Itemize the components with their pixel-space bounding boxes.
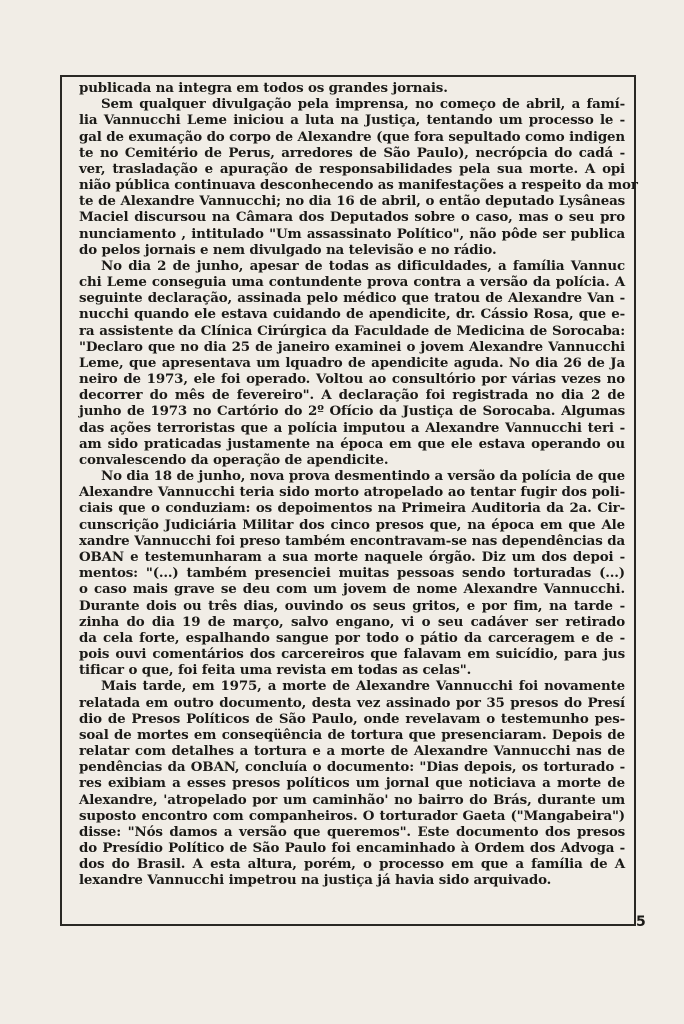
text-line: xandre Vannucchi foi preso também encontravam-se nas dependências da	[79, 532, 625, 549]
text-line: mentos: "(...) também presenciei muitas pessoas sendo torturadas (...)	[79, 565, 625, 582]
text-line: OBAN e testemunharam a sua morte naquele órgão. Diz um dos depoi -	[79, 548, 625, 565]
text-line: gal de exumação do corpo de Alexandre (que fora sepultado como indigen	[79, 128, 625, 145]
text-line: decorrer do mês de fevereiro". A declaração foi registrada no dia 2 de	[79, 387, 625, 404]
text-line: lia Vannucchi Leme iniciou a luta na Justiça, tentando um processo le -	[79, 112, 625, 129]
text-line: convalescendo da operação de apendicite.	[79, 451, 389, 468]
text-line: te no Cemitério de Perus, arredores de São Paulo), necrópcia do cadá -	[79, 144, 625, 161]
text-line: junho de 1973 no Cartório do 2º Ofício da Justiça de Sorocaba. Algumas	[79, 403, 625, 420]
text-line: pendências da OBAN, concluía o documento: "Dias depois, os torturado -	[79, 759, 625, 776]
text-line: do Presídio Político de São Paulo foi encaminhado à Ordem dos Advoga -	[79, 840, 625, 857]
text-line: Sem qualquer divulgação pela imprensa, no começo de abril, a famí-	[101, 96, 625, 113]
text-line: publicada na integra em todos os grandes jornais.	[79, 80, 448, 96]
text-line: relatada em outro documento, desta vez assinado por 35 presos do Presí	[79, 694, 625, 711]
text-line: dio de Presos Políticos de São Paulo, onde revelavam o testemunho pes-	[79, 710, 625, 727]
text-line: soal de mortes em conseqüência de tortura que presenciaram. Depois de	[79, 726, 625, 743]
text-line: neiro de 1973, ele foi operado. Voltou ao consultório por várias vezes no	[79, 371, 625, 388]
text-line: No dia 18 de junho, nova prova desmentindo a versão da polícia de que	[101, 468, 625, 485]
text-line: Durante dois ou três dias, ouvindo os seus gritos, e por fim, na tarde -	[79, 597, 625, 614]
text-line: dos do Brasil. A esta altura, porém, o processo em que a família de A	[79, 856, 625, 873]
text-line: o caso mais grave se deu com um jovem de nome Alexandre Vannucchi.	[79, 581, 625, 598]
text-line: lexandre Vannucchi impetrou na justiça já havia sido arquivado.	[79, 872, 552, 889]
text-line: da cela forte, espalhando sangue por todo o pátio da carceragem e de -	[79, 629, 625, 646]
text-line: ver, trasladação e apuração de responsabilidades pela sua morte. A opi	[79, 160, 625, 177]
text-line: te de Alexandre Vannucchi; no dia 16 de abril, o então deputado Lysâneas	[79, 193, 625, 210]
text-line: res exibiam a esses presos políticos um jornal que noticiava a morte de	[79, 775, 625, 792]
text-line: nucchi quando ele estava cuidando de apendicite, dr. Cássio Rosa, que e-	[79, 306, 625, 323]
text-line: ra assistente da Clínica Cirúrgica da Faculdade de Medicina de Sorocaba:	[79, 322, 625, 339]
text-line: "Declaro que no dia 25 de janeiro examinei o jovem Alexandre Vannucchi	[79, 338, 625, 355]
text-line: Maciel discursou na Câmara dos Deputados sobre o caso, mas o seu pro	[79, 209, 625, 226]
text-line: das ações terroristas que a polícia imputou a Alexandre Vannucchi teri -	[79, 419, 625, 436]
text-line: zinha do dia 19 de março, salvo engano, vi o seu cadáver ser retirado	[79, 613, 625, 630]
text-line: do pelos jornais e nem divulgado na televisão e no rádio.	[79, 241, 497, 258]
text-line: seguinte declaração, assinada pelo médico que tratou de Alexandre Van -	[79, 290, 625, 307]
text-line: Alexandre, 'atropelado por um caminhão' no bairro do Brás, durante um	[79, 791, 625, 808]
text-line: nunciamento , intitulado "Um assassinato Político", não pôde ser publica	[79, 225, 625, 242]
text-line: relatar com detalhes a tortura e a morte de Alexandre Vannucchi nas de	[79, 743, 625, 760]
text-line: ciais que o conduziam: os depoimentos na Primeira Auditoria da 2a. Cir-	[79, 500, 625, 517]
text-line: disse: "Nós damos a versão que queremos". Este documento dos presos	[79, 823, 625, 840]
text-line: chi Leme conseguia uma contundente prova contra a versão da polícia. A	[79, 274, 625, 291]
page-number: 5	[636, 914, 646, 930]
text-line: tificar o que, foi feita uma revista em todas as celas".	[79, 662, 472, 679]
text-line: suposto encontro com companheiros. O torturador Gaeta ("Mangabeira")	[79, 807, 625, 824]
text-line: cunscrição Judiciária Militar dos cinco presos que, na época em que Ale	[79, 516, 625, 533]
text-line: Alexandre Vannucchi teria sido morto atropelado ao tentar fugir dos poli-	[79, 484, 625, 501]
text-line: Leme, que apresentava um lquadro de apendicite aguda. No dia 26 de Ja	[79, 354, 625, 371]
text-line: Mais tarde, em 1975, a morte de Alexandre Vannucchi foi novamente	[101, 678, 625, 695]
text-line: pois ouvi comentários dos carcereiros que falavam em suicídio, para jus	[79, 646, 625, 663]
text-line: am sido praticadas justamente na época em que ele estava operando ou	[79, 435, 625, 452]
text-line: No dia 2 de junho, apesar de todas as dificuldades, a família Vannuc	[101, 257, 625, 274]
body-text	[79, 80, 638, 889]
text-line: nião pública continuava desconhecendo as manifestações a respeito da mor	[79, 177, 638, 194]
